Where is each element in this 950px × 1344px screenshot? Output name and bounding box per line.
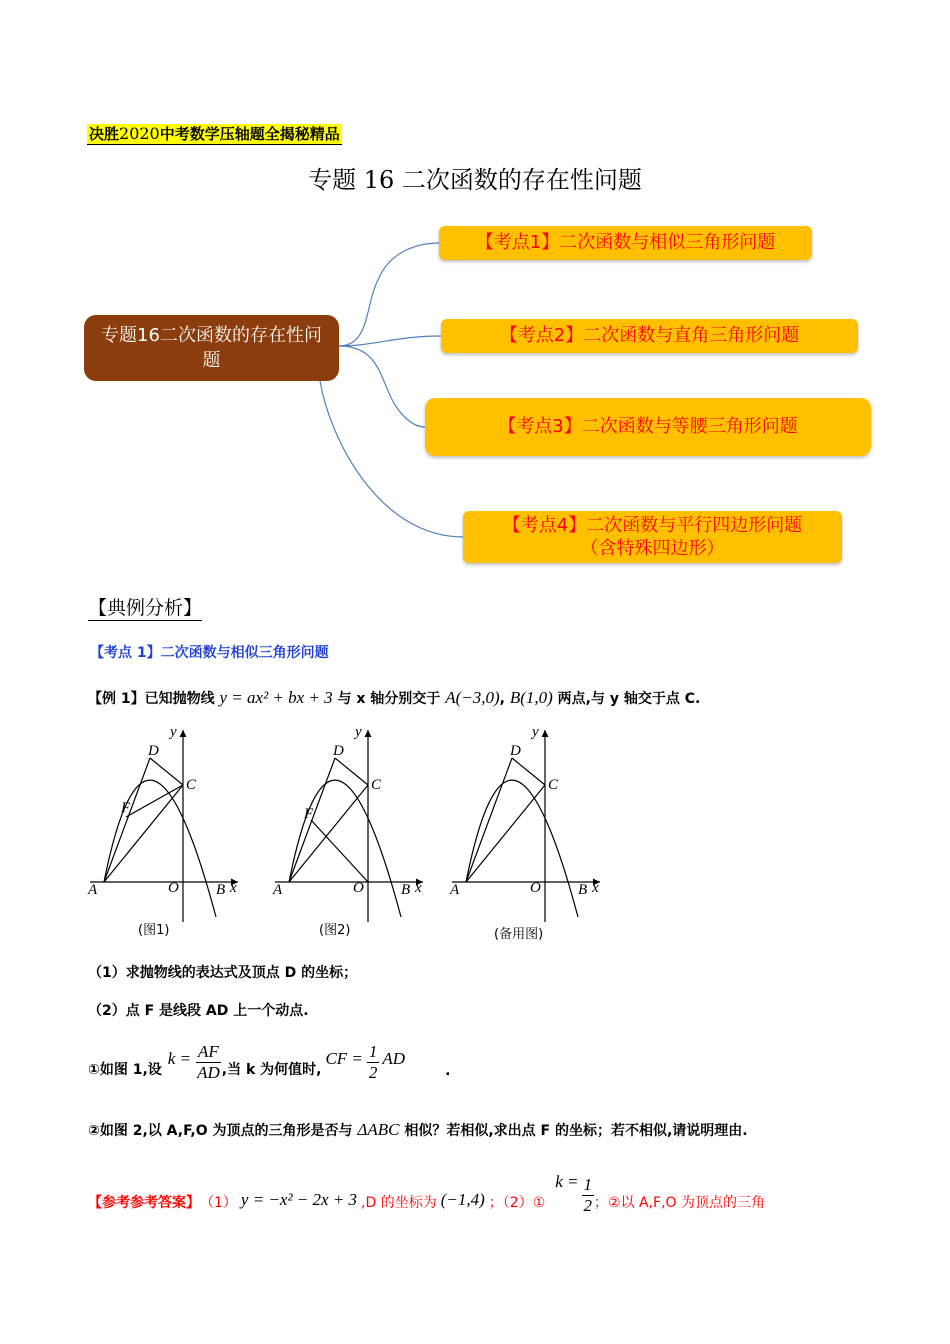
svg-text:y: y: [355, 724, 362, 740]
mindmap-connectors: [0, 0, 950, 600]
answer-line: 【参考参考答案】 （1） y = −x² − 2x + 3 ,D 的坐标为 (−1,4) ；（2）① k = $\frac{1}{2}$ ；②以 A,F,O 为顶点的三角: [88, 1172, 766, 1215]
label-B: B: [216, 882, 226, 898]
page-title: 专题 16 二次函数的存在性问题: [308, 166, 642, 194]
question-2: （2）点 F 是线段 AD 上一个动点.: [88, 1003, 309, 1019]
section-heading: 【典例分析】: [88, 597, 203, 619]
label-C: C: [186, 777, 197, 793]
svg-text:A: A: [273, 882, 283, 898]
mindmap-node-3: 【考点3】二次函数与等腰三角形问题: [425, 398, 871, 456]
caption-2: (图2): [319, 923, 351, 938]
mindmap-center: 专题16二次函数的存在性问题: [84, 315, 339, 381]
question-2b: ②如图 2,以 A,F,O 为顶点的三角形是否与 ΔABC 相似？若相似,求出点 F 的坐标；若不相似,请说明理由.: [88, 1120, 748, 1139]
label-A: A: [88, 882, 98, 898]
mindmap-node-2: 【考点2】二次函数与直角三角形问题: [441, 319, 858, 353]
caption-3: (备用图): [494, 927, 544, 942]
example-line: 【例 1】已知抛物线 y = ax² + bx + 3 与 x 轴分别交于 A(−3,0), B(1,0) 两点,与 y 轴交于点 C.: [88, 688, 701, 707]
svg-text:F: F: [304, 806, 314, 822]
label-O: O: [168, 880, 179, 896]
label-x: x: [230, 880, 237, 896]
svg-text:D: D: [510, 743, 521, 759]
svg-text:x: x: [592, 880, 599, 896]
svg-text:B: B: [401, 882, 411, 898]
svg-text:O: O: [530, 880, 541, 896]
label-D: D: [148, 743, 159, 759]
topic-heading: 【考点 1】二次函数与相似三角形问题: [90, 645, 329, 661]
label-F: F: [121, 800, 131, 816]
svg-text:C: C: [548, 777, 559, 793]
svg-text:B: B: [578, 882, 588, 898]
svg-text:y: y: [532, 724, 539, 740]
svg-text:D: D: [333, 743, 344, 759]
question-1: （1）求抛物线的表达式及顶点 D 的坐标；: [88, 965, 358, 981]
mindmap-node-4: 【考点4】二次函数与平行四边形问题（含特殊四边形）: [463, 511, 842, 563]
label-y: y: [170, 724, 177, 740]
svg-text:x: x: [415, 880, 422, 896]
question-2a: ①如图 1,设 k = $\frac{AF}{AD}$ ,当 k 为何值时, CF = $\frac{1}{2}$ AD .: [88, 1042, 451, 1082]
mindmap-node-1: 【考点1】二次函数与相似三角形问题: [439, 226, 812, 260]
svg-text:O: O: [353, 880, 364, 896]
parabola-figures: [80, 722, 620, 952]
header-tag: 决胜2020中考数学压轴题全揭秘精品: [89, 124, 340, 143]
svg-text:C: C: [371, 777, 382, 793]
svg-text:A: A: [450, 882, 460, 898]
caption-1: (图1): [138, 923, 170, 938]
